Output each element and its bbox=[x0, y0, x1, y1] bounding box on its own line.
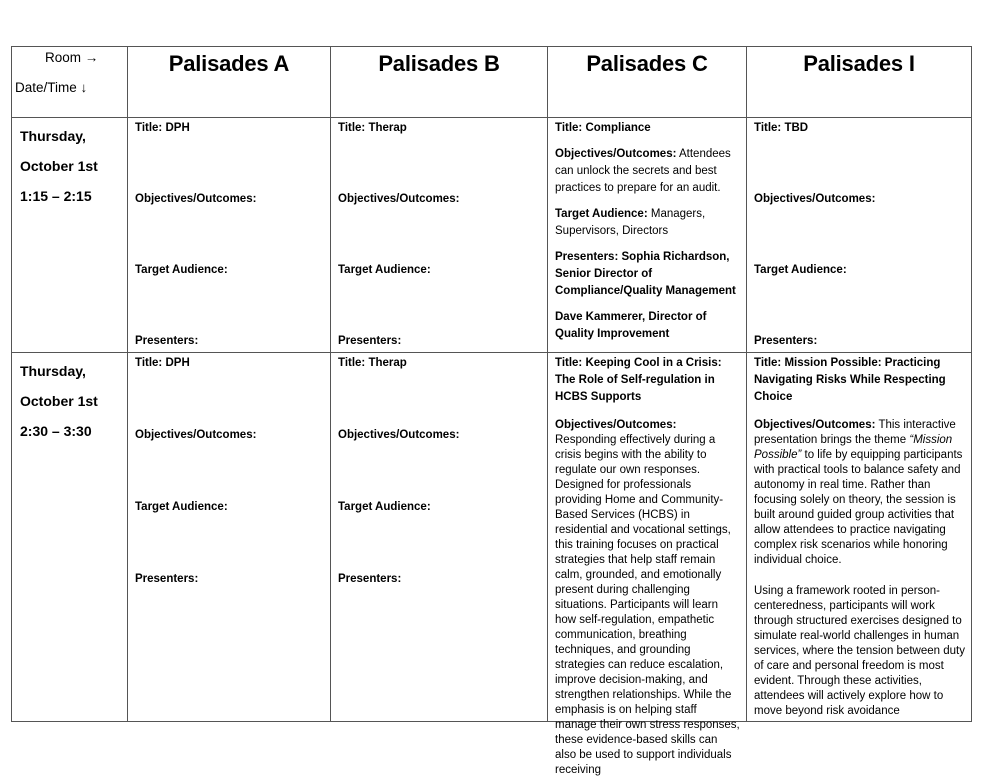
room-header-palisades-b: Palisades B bbox=[331, 47, 548, 118]
objectives-text: Attendees can unlock the secrets and best practices to prepare for an audit. bbox=[555, 148, 731, 194]
session-title: Therap bbox=[368, 122, 407, 134]
presenters-label: Presenters: bbox=[135, 573, 199, 585]
audience-label: Target Audience: bbox=[338, 501, 431, 513]
room-header-palisades-a: Palisades A bbox=[128, 47, 331, 118]
slot-date: October 1st bbox=[20, 393, 98, 409]
title-label: Title: bbox=[555, 357, 583, 369]
session-cell-c bbox=[548, 118, 747, 353]
presenter-text: Sophia Richardson, Senior Director of Compliance/Quality Management bbox=[555, 251, 736, 297]
objectives-text: This interactive presentation brings the theme bbox=[754, 419, 956, 446]
presenters-label: Presenters: bbox=[135, 335, 199, 347]
header-row bbox=[12, 47, 972, 118]
session-cell-a bbox=[128, 353, 331, 722]
audience-text: Managers, Supervisors, Directors bbox=[555, 208, 706, 237]
objectives-label: Objectives/Outcomes: bbox=[135, 429, 257, 441]
title-label: Title: bbox=[338, 122, 366, 134]
slot-date: October 1st bbox=[20, 158, 98, 174]
presenters-label: Presenters: bbox=[555, 251, 619, 263]
session-title: DPH bbox=[165, 122, 190, 134]
slot-day: Thursday, bbox=[20, 363, 86, 379]
slot-time: 2:30 – 3:30 bbox=[20, 423, 92, 439]
session-title: Compliance bbox=[585, 122, 651, 134]
slot-day: Thursday, bbox=[20, 128, 86, 144]
session-cell-i bbox=[747, 353, 972, 722]
presenters-label: Presenters: bbox=[338, 335, 402, 347]
title-label: Title: bbox=[555, 122, 583, 134]
session-title: Mission Possible: Practicing Navigating Risks While Respecting Choice bbox=[754, 357, 946, 403]
objectives-label: Objectives/Outcomes: bbox=[754, 419, 876, 431]
audience-label: Target Audience: bbox=[555, 208, 648, 220]
objectives-emphasis: “Mission Possible” bbox=[754, 434, 953, 461]
presenters-label: Presenters: bbox=[754, 335, 818, 347]
presenter-text: Dave Kammerer, Director of Quality Improvement bbox=[555, 311, 707, 340]
session-title: DPH bbox=[165, 357, 190, 369]
session-title: TBD bbox=[784, 122, 809, 134]
presenters-label: Presenters: bbox=[338, 573, 402, 585]
title-label: Title: bbox=[754, 122, 782, 134]
corner-cell bbox=[12, 47, 128, 118]
session-title: Therap bbox=[368, 357, 407, 369]
objectives-label: Objectives/Outcomes: bbox=[555, 148, 677, 160]
slot-time: 1:15 – 2:15 bbox=[20, 188, 92, 204]
objectives-text: Responding effectively during a crisis begins with the ability to regulate our own responses. Designed for professionals providing Home and Community-Based Services (HCBS) in residential and vocational settings, this training focuses on practical strategies that help staff remain calm, grounded, and emotionally present during challenging situations. Participants will learn how self-regulation, empathetic communication, breathing techniques, and grounding strategies can reduce escalation, improve decision-making, and strengthen relationships. While the emphasis is on helping staff manage their own stress responses, these evidence-based skills can also be used to support individuals receiving bbox=[555, 434, 740, 776]
timeslot-row bbox=[12, 118, 972, 353]
session-cell-b bbox=[331, 353, 548, 722]
description-paragraph: Using a framework rooted in person-centeredness, participants will work through structured exercises designed to simulate real-world challenges in human services, where the tension between duty of care and personal freedom is most evident. Through these activities, attendees will actively explore how to move beyond risk avoidance bbox=[754, 585, 965, 717]
room-header-palisades-i: Palisades I bbox=[747, 47, 972, 118]
room-header-palisades-c: Palisades C bbox=[548, 47, 747, 118]
audience-label: Target Audience: bbox=[338, 264, 431, 276]
session-cell-a bbox=[128, 118, 331, 353]
objectives-label: Objectives/Outcomes: bbox=[338, 193, 460, 205]
objectives-text-cont: to life by equipping participants with practical tools to balance safety and autonomy in real time. Rather than focusing solely on theory, the session is built around guided group activities that allow attendees to practice navigating complex risk scenarios while honoring individual choice. bbox=[754, 449, 963, 566]
audience-label: Target Audience: bbox=[135, 501, 228, 513]
timeslot-row bbox=[12, 353, 972, 722]
room-axis-label: Room → bbox=[45, 50, 99, 65]
title-label: Title: bbox=[135, 357, 163, 369]
title-label: Title: bbox=[338, 357, 366, 369]
session-cell-b bbox=[331, 118, 548, 353]
datetime-axis-label: Date/Time ↓ bbox=[15, 80, 88, 95]
session-cell-i bbox=[747, 118, 972, 353]
objectives-label: Objectives/Outcomes: bbox=[754, 193, 876, 205]
schedule-table bbox=[11, 46, 972, 776]
title-label: Title: bbox=[754, 357, 782, 369]
title-label: Title: bbox=[135, 122, 163, 134]
datetime-cell bbox=[12, 118, 128, 353]
objectives-label: Objectives/Outcomes: bbox=[555, 419, 677, 431]
session-title: Keeping Cool in a Crisis: The Role of Self-regulation in HCBS Supports bbox=[555, 357, 722, 403]
objectives-label: Objectives/Outcomes: bbox=[135, 193, 257, 205]
datetime-cell bbox=[12, 353, 128, 722]
audience-label: Target Audience: bbox=[754, 264, 847, 276]
audience-label: Target Audience: bbox=[135, 264, 228, 276]
session-cell-c bbox=[548, 353, 747, 776]
objectives-label: Objectives/Outcomes: bbox=[338, 429, 460, 441]
